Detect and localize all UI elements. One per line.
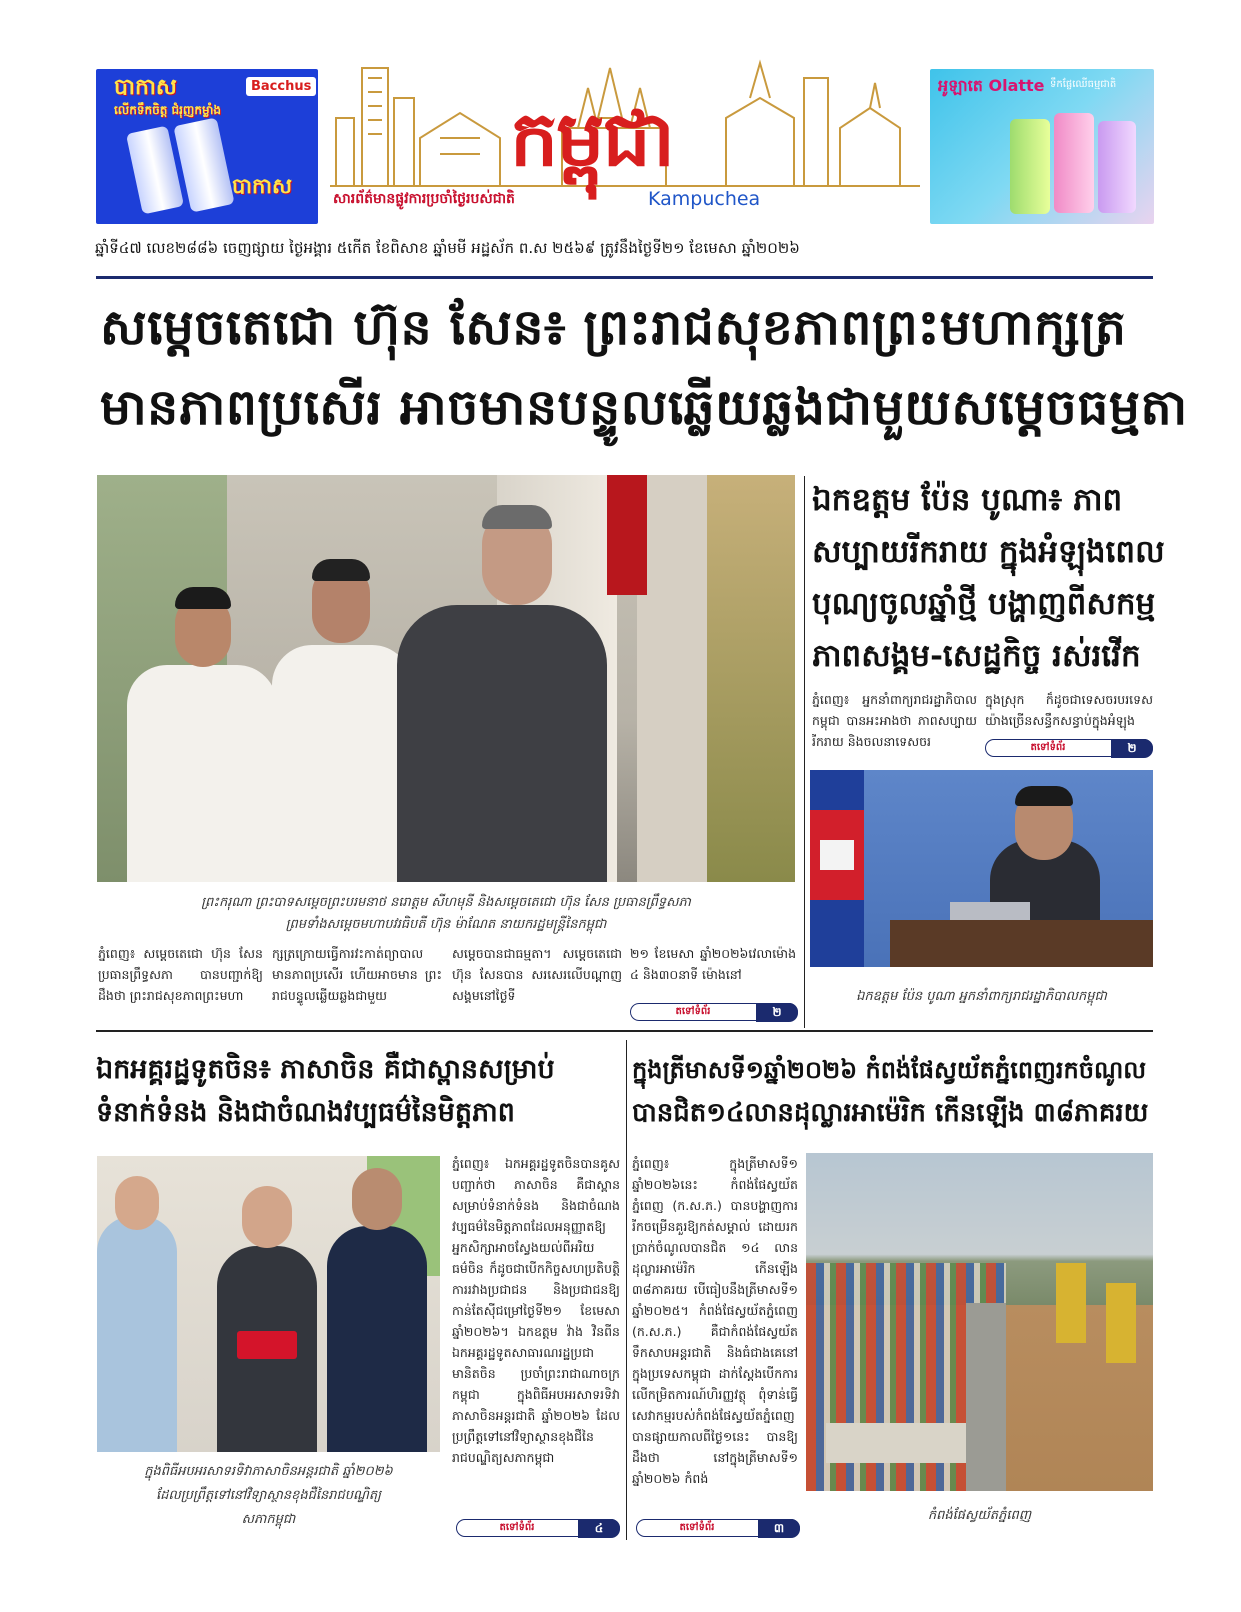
side-continued-button[interactable] — [985, 739, 1153, 757]
continued-label: តទៅទំព័រ — [679, 1522, 715, 1533]
lead-photo-caption-line2: ព្រមទាំងសម្តេចមហាបវរធិបតី ហ៊ុន ម៉ាណែត នាយករដ្ឋមន្ត្រីនៃកម្ពុជា — [285, 917, 607, 932]
china-headline-line1: ឯកអគ្គរដ្ឋទូតចិន៖ ភាសាចិន គឺជាស្ពានសម្រាប់ — [96, 1054, 555, 1085]
port-headline-line1: ក្នុងត្រីមាសទី១ឆ្នាំ២០២៦ កំពង់ផែស្វយ័តភ្នំពេញរកចំណូល — [632, 1055, 1147, 1084]
ad-right-note: ទឹកផ្លែឈើធម្មជាតិ — [1050, 79, 1117, 90]
continued-label: តទៅទំព័រ — [675, 1006, 711, 1017]
port-article-body: ភ្នំពេញ៖ ក្នុងត្រីមាសទី១ ឆ្នាំ២០២៦នេះ កំពង់ផែស្វយ័តភ្នំពេញ (ក.ស.ភ.) បានបង្ហាញការរីកចម្រើនគួរឱ្យកត់សម្គាល់ ដោយរកប្រាក់ចំណូលបានជិត ១៤ លានដុល្លារអាម៉េរិក កើនឡើង ៣៨ភាគរយ បើធៀបនឹងត្រីមាសទី១ ឆ្នាំ២០២៥។ កំពង់ផែស្វយ័តភ្នំពេញ (ក.ស.ភ.) គឺជាកំពង់ផែស្វយ័តទឹកសាបអន្តរជាតិ និងធំជាងគេនៅក្នុងប្រទេសកម្ពុជា ដាក់ស្តែងបើកការលើកម្រិតការណ៍ហិរញ្ញវត្ថុ ពុំទាន់ធ្វើសេវាកម្មរបស់កំពង់ផែស្វយ័តភ្នំពេញ បានផ្សាយកាលពីថ្ងៃ១នេះ បានឱ្យដឹងថា នៅក្នុងត្រីមាសទី១ ឆ្នាំ២០២៦ កំពង់ — [632, 1156, 798, 1486]
continued-page-number: ៤ — [578, 1519, 620, 1538]
china-headline-line2: ទំនាក់ទំនង និងជាចំណងវប្បធម៌នៃមិត្តភាព — [96, 1097, 515, 1128]
juice-bottle-image — [1098, 121, 1136, 213]
ad-left-brand: Bacchus — [246, 77, 316, 96]
ad-left-slogan: លើកទឹកចិត្ត ជំរុញកម្លាំង — [114, 103, 222, 117]
continued-label: តទៅទំព័រ — [1030, 742, 1066, 753]
masthead-rule — [96, 276, 1153, 279]
lead-article-column-3: សម្តេចបានជាធម្មតា។ សម្តេចតេជោហ៊ុន សែនបាន សរសេរលើបណ្តាញសង្គមនៅថ្ងៃទី — [452, 946, 622, 1003]
main-headline-line2: មានភាពប្រសើរ អាចមានបន្ទូលឆ្លើយឆ្លងជាមួយសម្តេចធម្មតា — [100, 378, 1188, 436]
continued-label: តទៅទំព័រ — [499, 1522, 535, 1533]
continued-page-number: ២ — [756, 1003, 798, 1022]
masthead-logo: កម្ពុជា — [510, 94, 673, 183]
olatte-advertisement — [930, 69, 1154, 224]
port-continued-button[interactable] — [636, 1519, 800, 1537]
ad-left-title: បាកាស — [114, 75, 177, 100]
side-article-column-1: ភ្នំពេញ៖ អ្នកនាំពាក្យរាជរដ្ឋាភិបាលកម្ពុជា បានអះអាងថា ភាពសប្បាយរីករាយ និងចលនាទេសចរ — [812, 692, 977, 749]
ad-left-bottom-title: បាកាស — [232, 174, 292, 198]
side-photo-spokesperson — [810, 770, 1153, 967]
china-continued-button[interactable] — [456, 1519, 620, 1537]
china-photo-caption-line1: ក្នុងពិធីអបអរសាទរទិវាភាសាចិនអន្តរជាតិ ឆ្នាំ២០២៦ — [144, 1464, 393, 1479]
masthead-logo-latin: Kampuchea — [648, 188, 761, 210]
side-headline-line2: សប្បាយរីករាយ ក្នុងអំឡុងពេល — [812, 534, 1165, 570]
masthead-tagline: សារព័ត៌មានផ្លូវការប្រចាំថ្ងៃរបស់ជាតិ — [333, 191, 515, 207]
column-divider — [626, 1040, 627, 1540]
main-headline-line1: សម្តេចតេជោ ហ៊ុន សែន៖ ព្រះរាជសុខភាពព្រះមហាក្សត្រ — [100, 298, 1127, 356]
bacchus-advertisement — [96, 69, 318, 224]
china-photo-caption-line2: ដែលប្រព្រឹត្តទៅនៅវិទ្យាស្ថានខុងជឺនៃរាជបណ្ឌិត្យ — [155, 1488, 382, 1503]
side-photo-caption: ឯកឧត្តម ប៉ែន បូណា អ្នកនាំពាក្យរាជរដ្ឋាភិបាលកម្ពុជា — [856, 989, 1107, 1004]
lead-article-column-1: ភ្នំពេញ៖ សម្តេចតេជោ ហ៊ុន សែន ប្រធានព្រឹទ្ធសភា បានបញ្ជាក់ឱ្យដឹងថា ព្រះរាជសុខភាពព្រះមហា — [98, 946, 263, 1003]
section-divider — [96, 1030, 1153, 1032]
ad-right-title: អូឡាតេ Olatte — [938, 76, 1045, 95]
column-divider — [804, 476, 805, 1028]
juice-bottle-image — [1054, 113, 1094, 213]
issue-dateline: ឆ្នាំទី៤៧ លេខ២៨៨៦ ចេញផ្សាយ ថ្ងៃអង្គារ ៥កើត ខែពិសាខ ឆ្នាំមមី អដ្ឋស័ក ព.ស ២៥៦៩ ត្រូវនឹងថ្ងៃទី២១ ខែមេសា ឆ្នាំ២០២៦ — [95, 239, 800, 257]
side-headline-line1: ឯកឧត្តម ប៉ែន បូណា៖ ភាព — [812, 482, 1123, 518]
china-language-day-photo — [97, 1156, 440, 1452]
phnom-penh-port-aerial-photo — [806, 1153, 1153, 1491]
lead-continued-button[interactable] — [630, 1003, 798, 1021]
lead-article-column-2: ក្សត្រក្រោយធ្វើការវះកាត់ព្យាបាល មានភាពប្រសើរ ហើយអាចមាន ព្រះរាជបន្ទូលឆ្លើយឆ្លងជាមួយ — [272, 946, 442, 1003]
china-photo-caption-line3: សភាកម្ពុជា — [241, 1512, 296, 1527]
side-article-column-2: ក្នុងស្រុក ក៏ដូចជាទេសចរបរទេស យ៉ាងច្រើនសន្ធឹកសន្ធាប់ក្នុងអំឡុង — [985, 692, 1153, 728]
juice-bottle-image — [1010, 119, 1050, 214]
side-headline-line4: ភាពសង្គម-សេដ្ឋកិច្ច រស់រវើក — [812, 638, 1141, 674]
continued-page-number: ២ — [1111, 739, 1153, 758]
lead-article-column-4: ២១ ខែមេសា ឆ្នាំ២០២៦វេលាម៉ោង ៤ និង៣០នាទី ម៉ោងនៅ — [630, 946, 796, 982]
china-article-body: ភ្នំពេញ៖ ឯកអគ្គរដ្ឋទូតចិនបានគូសបញ្ជាក់ថា ភាសាចិន គឺជាស្ពានសម្រាប់ទំនាក់ទំនង និងជាចំណងវប្បធម៌នៃមិត្តភាពដែលអនុញ្ញាតឱ្យអ្នកសិក្សាអាចស្វែងយល់ពីអរិយធម៌ចិន ក៏ដូចជាបើកកិច្ចសហប្រតិបត្តិការរវាងប្រជាជន និងប្រជាជនឱ្យកាន់តែស៊ីជម្រៅថ្ងៃទី២១ ខែមេសា ឆ្នាំ២០២៦។ ឯកឧត្តម វ៉ាង វិនពីន ឯកអគ្គរដ្ឋទូតសាធារណរដ្ឋប្រជាមានិតចិន ប្រចាំព្រះរាជាណាចក្រកម្ពុជា ក្នុងពិធីអបអរសាទរទិវាភាសាចិនអន្តរជាតិ ឆ្នាំ២០២៦ ដែលប្រព្រឹត្តទៅនៅវិទ្យាស្ថានខុងជឺនៃរាជបណ្ឌិត្យសភាកម្ពុជា — [452, 1156, 620, 1465]
lead-photo-caption-line1: ព្រះករុណា ព្រះបាទសម្តេចព្រះបរមនាថ នរោត្តម សីហមុនី និងសម្តេចតេជោ ហ៊ុន សែន ប្រធានព្រឹទ្ធសភា — [201, 895, 691, 910]
continued-page-number: ៣ — [758, 1519, 800, 1538]
side-headline-line3: បុណ្យចូលឆ្នាំថ្មី បង្ហាញពីសកម្ម — [812, 586, 1156, 622]
port-photo-caption: កំពង់ផែស្វយ័តភ្នំពេញ — [927, 1508, 1032, 1523]
port-headline-line2: បានជិត១៤លានដុល្លារអាម៉េរិក កើនឡើង ៣៨ភាគរយ — [632, 1098, 1149, 1128]
lead-photo-king-ceremony — [97, 475, 795, 882]
